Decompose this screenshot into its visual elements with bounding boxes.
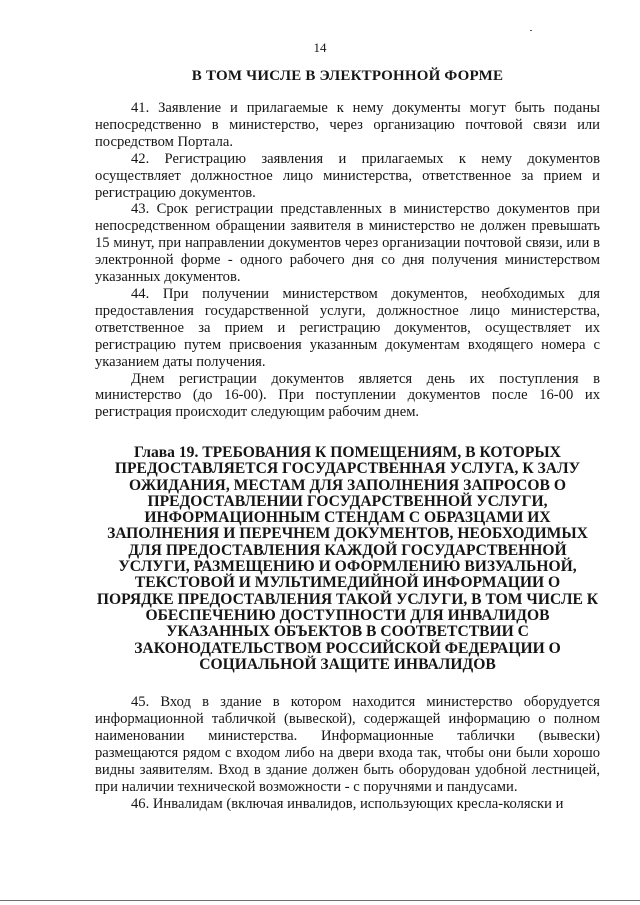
- paragraph-42: 42. Регистрацию заявления и прилагаемых к нему документов осуществляет должностное лицо министерства, ответственное за прием и регистрацию документов.: [95, 150, 600, 201]
- paragraph-43: 43. Срок регистрации представленных в министерство документов при непосредственном обращении заявителя в министерство не должен превышать 15 минут, при направлении документов через организации почтовой связи, или в электронной форме - одного рабочего дня со дня получения министерством указанных документов.: [95, 201, 600, 286]
- body-text-bottom: [95, 694, 600, 813]
- scan-bottom-edge: [0, 900, 640, 901]
- section-heading: В ТОМ ЧИСЛЕ В ЭЛЕКТРОННОЙ ФОРМЕ: [191, 68, 504, 84]
- body-text-top: [95, 100, 600, 421]
- paragraph-registration-day: Днем регистрации документов является день их поступления в министерство (до 16-00). При поступлении документов после 16-00 их регистрация происходит следующим рабочим днем.: [95, 370, 600, 421]
- chapter-19-heading: Глава 19. ТРЕБОВАНИЯ К ПОМЕЩЕНИЯМ, В КОТОРЫХ ПРЕДОСТАВЛЯЕТСЯ ГОСУДАРСТВЕННАЯ УСЛУГА, К ЗАЛУ ОЖИДАНИЯ, МЕСТАМ ДЛЯ ЗАПОЛНЕНИЯ ЗАПРОСОВ О ПРЕДОСТАВЛЕНИИ ГОСУДАРСТВЕННОЙ УСЛУГИ, ИНФОРМАЦИОННЫМ СТЕНДАМ С ОБРАЗЦАМИ ИХ ЗАПОЛНЕНИЯ И ПЕРЕЧНЕМ ДОКУМЕНТОВ, НЕОБХОДИМЫХ ДЛЯ ПРЕДОСТАВЛЕНИЯ КАЖДОЙ ГОСУДАРСТВЕННОЙ УСЛУГИ, РАЗМЕЩЕНИЮ И ОФОРМЛЕНИЮ ВИЗУАЛЬНОЙ, ТЕКСТОВОЙ И МУЛЬТИМЕДИЙНОЙ ИНФОРМАЦИИ О ПОРЯДКЕ ПРЕДОСТАВЛЕНИЯ ТАКОЙ УСЛУГИ, В ТОМ ЧИСЛЕ К ОБЕСПЕЧЕНИЮ ДОСТУПНОСТИ ДЛЯ ИНВАЛИДОВ УКАЗАННЫХ ОБЪЕКТОВ В СООТВЕТСТВИИ С ЗАКОНОДАТЕЛЬСТВОМ РОССИЙСКОЙ ФЕДЕРАЦИИ О СОЦИАЛЬНОЙ ЗАЩИТЕ ИНВАЛИДОВ: [96, 444, 599, 673]
- paragraph-46: 46. Инвалидам (включая инвалидов, использующих кресла-коляски и: [131, 796, 564, 812]
- paragraph-45: 45. Вход в здание в котором находится министерство оборудуется информационной табличкой (вывеской), содержащей информацию о полном наименовании министерства. Информационные таблички (вывески) размещаются рядом с входом либо на двери входа так, чтобы они были хорошо видны заявителям. Вход в здание должен быть оборудован удобной лестницей, при наличии технической возможности - с поручнями и пандусами.: [95, 694, 600, 795]
- page-number: 14: [313, 40, 327, 55]
- paragraph-41: 41. Заявление и прилагаемые к нему документы могут быть поданы непосредственно в министерство, через организацию почтовой связи или посредством Портала.: [95, 100, 600, 150]
- paragraph-44: 44. При получении министерством документов, необходимых для предоставления государственной услуги, должностное лицо министерства, ответственное за прием и регистрацию документов, осуществляет их регистрацию путем присвоения указанным документам входящего номера с указанием даты получения.: [95, 285, 600, 370]
- scan-speck: [530, 30, 532, 31]
